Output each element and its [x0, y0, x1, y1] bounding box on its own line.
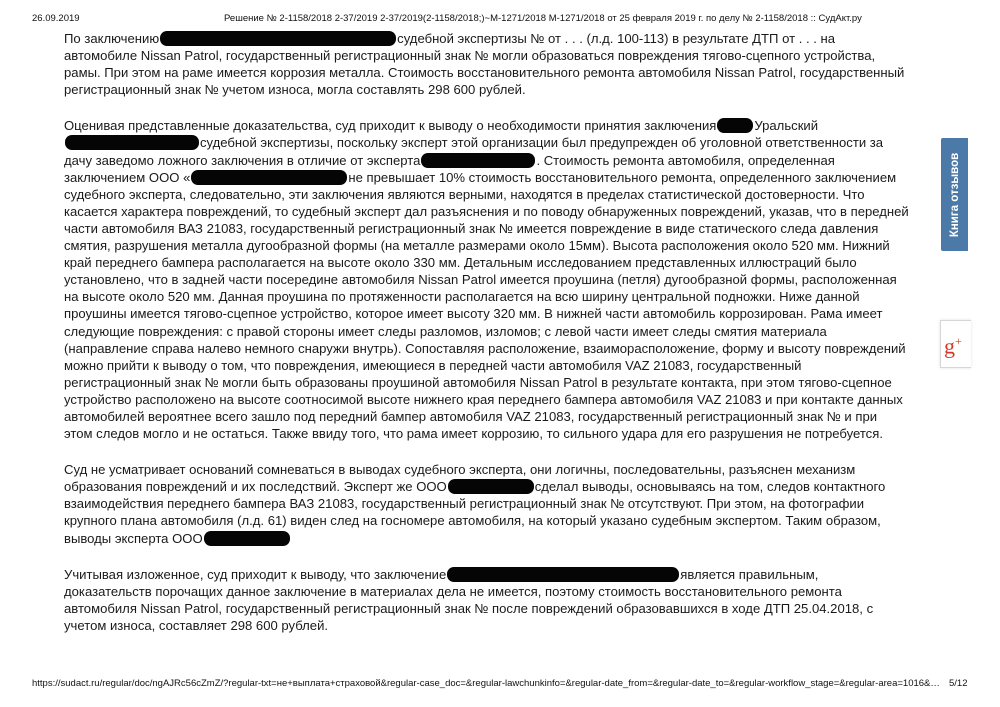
- feedback-book-tab[interactable]: [941, 138, 968, 251]
- paragraph: [64, 461, 909, 546]
- paragraph-text: Уральский: [754, 118, 819, 134]
- print-header: [0, 0, 1000, 24]
- paragraph-text: . Стоимость ремонта автомобиля, определенная заключением ООО «: [64, 152, 835, 185]
- paragraph-text: судебной экспертизы № от . . . (л.д. 100-113) в результате ДТП от . . . на автомобиле Nissan Patrol, государственный регистрационный знак № могли образоваться повреждения тягово-сцепного устройства, рамы. При этом на раме имеется коррозия металла. Стоимость восстановительного ремонта автомобиля Nissan Patrol, государственный регистрационный знак № учетом износа, могла составлять 298 600 рублей.: [64, 31, 905, 98]
- paragraph-text: судебной экспертизы, поскольку эксперт этой организации был предупрежден об уголовной ответственности за дачу заведомо ложного заключения в отличие от эксперта: [64, 135, 884, 168]
- paragraph: [64, 30, 909, 98]
- redaction-block: [717, 118, 753, 133]
- page-url: https://sudact.ru/regular/doc/ngAJRc56cZmZ/?regular-txt=не+выплата+страховой&regular-case_doc=&regular-lawchunkinfo=&regular-date_from=&regular-date_to=&regular-workflow_stage=&regular-area=1016&…: [32, 678, 940, 689]
- paragraph-text: По заключению: [64, 31, 160, 46]
- print-date: 26.09.2019: [32, 13, 80, 24]
- feedback-book-label: Книга отзывов: [948, 152, 961, 237]
- redaction-block: [65, 135, 199, 150]
- paragraph-text: Оценивая представленные доказательства, суд приходит к выводу о необходимости принятия заключения: [64, 118, 717, 134]
- paragraph-text: Учитывая изложенное, суд приходит к выводу, что заключение: [64, 566, 447, 582]
- redaction-block: [421, 153, 535, 168]
- redaction-block: [160, 31, 396, 46]
- paragraph-text: является правильным, доказательств порочащих данное заключение в материалах дела не имеется, поэтому стоимость восстановительного ремонта автомобиля Nissan Patrol, государственный регистрационный знак № после повреждений образовавшихся в ходе ДТП 25.04.2018, с учетом износа, составляет 298 600 рублей.: [64, 566, 874, 633]
- paragraph-text: Суд не усматривает оснований сомневаться в выводах судебного эксперта, они логичны, последовательны, разъяснен механизм образования повреждений и их последствий. Эксперт же ООО: [64, 462, 856, 495]
- redaction-block: [204, 531, 290, 546]
- page-number: 5/12: [949, 678, 968, 689]
- paragraph: [64, 117, 909, 442]
- google-plus-button[interactable]: [940, 320, 971, 368]
- document-body: [64, 30, 909, 653]
- redaction-block: [448, 479, 534, 494]
- paragraph-text: сделал выводы, основываясь на том, следов контактного взаимодействия переднего бампера ВАЗ 21083, государственный регистрационный знак № отсутствуют. При этом, на фотографии крупного плана автомобиля (л.д. 61) виден след на госномере автомобиля, на который указано судебным экспертом. Таким образом, выводы эксперта ООО: [64, 479, 886, 546]
- redaction-block: [447, 567, 679, 582]
- print-title: Решение № 2-1158/2018 2-37/2019 2-37/2019(2-1158/2018;)~М-1271/2018 М-1271/2018 от 25 февраля 2019 г. по делу № 2-1158/2018 :: СудАкт.ру: [224, 13, 862, 24]
- redaction-block: [191, 170, 347, 185]
- google-plus-icon: g+: [944, 333, 962, 359]
- paragraph: [64, 566, 909, 634]
- paragraph-text: не превышает 10% стоимость восстановительного ремонта, определенного заключением судебного эксперта, следовательно, эти заключения являются верными, находятся в пределах статистической достоверности. Что касается характера повреждений, то судебный эксперт дал разъяснения и по поводу обнаруженных повреждений, указав, что в передней части автомобиля ВАЗ 21083, государственный регистрационный знак № имеется повреждение в виде статического следа давления смятия, разрушения металла дугообразной формы (на металле размерами около 15мм). Высота расположения около 520 мм. Нижний край переднего бампера располагается на высоте около 330 мм. Детальным исследованием представленных иллюстраций было установлено, что в задней части посередине автомобиля Nissan Patrol имеется проушина (петля) дугообразной формы, расположенная на высоте около 520 мм. Данная проушина по протяженности располагается на всю ширину центральной подножки. Ниже данной проушины имеется тягово-сцепное устройство, которое имеет высоту 320 мм. В нижней части автомобиль коррозирован. Рама имеет следующие повреждения: с правой стороны имеет следы разломов, изломов; с левой части имеет следы смятия материала (направление справа налево немного снаружи внутрь). Сопоставляя расположение, взаиморасположение, форму и высоту повреждений можно прийти к выводу о том, что повреждения, имеющиеся в передней части автомобиля VAZ 21083, государственный регистрационный знак № могли быть образованы проушиной автомобиля Nissan Patrol в результате контакта, при этом тягово-сцепное устройство расположено на высоте соотносимой высоте нижнего края переднего бампера автомобиля VAZ 21083 и при контакте данных автомобилей вероятнее всего зашло под передний бампер автомобиля VAZ 21083, государственный регистрационный знак № и при этом следов могло и не остаться. Также ввиду того, что рама имеет коррозию, то сильного удара для его разрушения не потребуется.: [64, 169, 909, 442]
